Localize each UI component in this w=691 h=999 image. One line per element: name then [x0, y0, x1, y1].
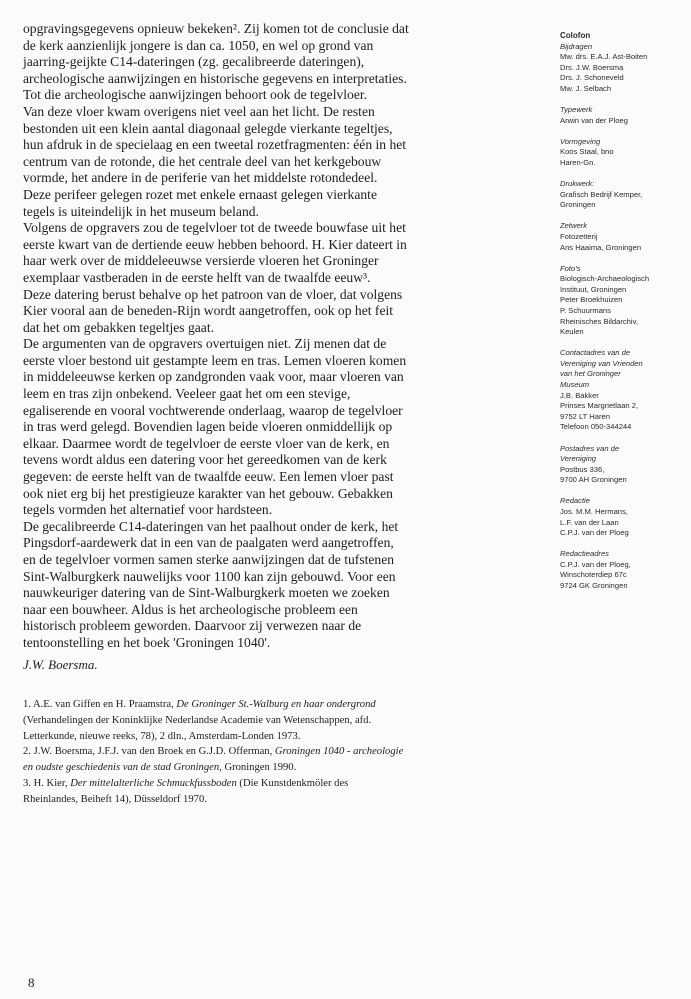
- colophon-line: Jos. M.M. Hermans,: [560, 506, 628, 516]
- text-line: De argumenten van de opgravers overtuigen niet. Zij menen dat de: [23, 336, 387, 352]
- text-line: ook niet erg bij het prestigieuze karakter van het gebouw. Gebakken: [23, 485, 393, 501]
- colophon-section-title: Foto's: [560, 263, 581, 273]
- main-text-column: [23, 21, 523, 652]
- colophon-line: Keulen: [560, 327, 584, 337]
- colophon-line: Postbus 336,: [560, 464, 605, 474]
- colophon-line: L.F. van der Laan: [560, 517, 619, 527]
- footnote-2-suffix: , Groningen 1990.: [219, 762, 297, 774]
- text-line: leem en tras zijn onbekend. Veeleer gaat het om een stevige,: [23, 386, 351, 402]
- colophon-section-title: Typewerk: [560, 105, 593, 115]
- text-line: Sint-Walburgkerk nauwelijks voor 1100 kan zijn gebouwd. Voor een: [23, 568, 396, 584]
- text-line: eerste vloer bestond uit gestampte leem en tras. Lemen vloeren komen: [23, 352, 407, 368]
- text-line: hun afdruk in de specielaag en een tweetal rozetfragmenten: één in het: [23, 137, 407, 153]
- text-line: de kerk aanzienlijk jongere is dan ca. 1050, en wel op grond van: [23, 37, 374, 53]
- footnotes: [23, 697, 523, 808]
- colophon: [560, 31, 688, 602]
- colophon-section-typewerk: [560, 105, 688, 126]
- text-line: Van deze vloer kwam overigens niet veel aan het licht. De resten: [23, 103, 375, 119]
- page-number: 8: [28, 975, 35, 990]
- colophon-section-title: Zetwerk: [560, 221, 588, 231]
- colophon-line: Haren-Gn.: [560, 157, 596, 167]
- footnote-2-line-2: [23, 760, 523, 776]
- text-line: gegeven: de eerste helft van de twaalfde eeuw. Een lemen vloer past: [23, 469, 394, 485]
- colophon-line: C.P.J. van der Ploeg,: [560, 559, 631, 569]
- text-line: tegels vormden het alternatief voor hardsteen.: [23, 502, 273, 518]
- text-line: tegels is uiteindelijk in het museum beland.: [23, 203, 259, 219]
- footnote-1-line-2: (Verhandelingen der Koninklijke Nederlandse Academie van Wetenschappen, afd.: [23, 714, 372, 726]
- colophon-section-redactieadres: [560, 549, 688, 591]
- colophon-section-contactadres: [560, 348, 688, 433]
- colophon-section-fotos: [560, 264, 688, 338]
- colophon-section-bijdragen: [560, 42, 688, 95]
- text-line: nauwkeuriger datering van de Sint-Walburgkerk moeten we zoeken: [23, 585, 390, 601]
- footnote-2-title: Groningen 1040 - archeologie: [274, 746, 404, 758]
- text-line: Deze datering berust behalve op het patroon van de vloer, dat volgens: [23, 286, 403, 302]
- text-line: De gecalibreerde C14-dateringen van het paalhout onder de kerk, het: [23, 518, 399, 534]
- text-line: Pingsdorf-aardewerk dat in een van de paalgaten werd aangetroffen,: [23, 535, 394, 551]
- footnote-1-title: De Groninger St.-Walburg en haar ondergrond: [176, 699, 376, 710]
- footnote-3-line-2: Rheinlandes, Beiheft 14), Düsseldorf 1970.: [23, 793, 207, 805]
- colophon-heading: Colofon: [560, 31, 591, 40]
- colophon-line: Prinses Margrietlaan 2,: [560, 401, 639, 411]
- colophon-line: Drs. J. Schoneveld: [560, 73, 624, 83]
- text-line: exemplaar vastberaden in de eerste helft van de twaalfde eeuw³.: [23, 269, 371, 285]
- colophon-section-title: Museum: [560, 380, 590, 390]
- footnote-2: [23, 744, 523, 760]
- text-line: centrum van de rotonde, die het centrale deel van het kerkgebouw: [23, 153, 382, 169]
- colophon-line: Telefoon 050-344244: [560, 422, 632, 432]
- text-line: haar werk over de middeleeuwse versierde vloeren het Groninger: [23, 253, 379, 269]
- footnote-1-line-3: Letterkunde, nieuwe reeks, 78), 2 dln., Amsterdam-Londen 1973.: [23, 730, 301, 742]
- colophon-line: Ans Haaima, Groningen: [560, 242, 642, 252]
- text-line: dat het om gebakken tegeltjes gaat.: [23, 319, 214, 335]
- colophon-section-vormgeving: [560, 137, 688, 169]
- colophon-line: Koos Staal, bno: [560, 147, 614, 157]
- footnote-3-prefix: 3. H. Kier,: [23, 777, 71, 789]
- footnote-3-suffix: (Die Kunstdenkmöler des: [236, 777, 349, 789]
- colophon-line: 9700 AH Groningen: [560, 475, 627, 485]
- colophon-line: 9724 GK Groningen: [560, 581, 628, 591]
- text-line: en de tegelvloer vormen samen sterke aanwijzingen dat de tufstenen: [23, 552, 395, 567]
- colophon-line: Mw. J. Selbach: [560, 83, 612, 93]
- colophon-section-title: Vereniging: [560, 454, 597, 464]
- colophon-line: Instituut, Groningen: [560, 284, 627, 294]
- colophon-line: Fotozetterij: [560, 231, 598, 241]
- colophon-section-postadres: [560, 444, 688, 486]
- colophon-line: J.B. Bakker: [560, 390, 599, 400]
- text-line: archeologische aanwijzingen en historische gegevens en interpretaties.: [23, 70, 407, 86]
- colophon-section-title: van het Groninger: [560, 369, 621, 379]
- text-line: naar een bouwheer. Aldus is het archeologische probleem een: [23, 601, 358, 617]
- footnote-1: [23, 697, 523, 713]
- footnote-2-prefix: 2. J.W. Boersma, J.F.J. van den Broek en G.J.D. Offerman,: [23, 746, 275, 758]
- colophon-line: 9752 LT Haren: [560, 411, 610, 421]
- colophon-line: Grafisch Bedrijf Kemper,: [560, 189, 643, 199]
- colophon-line: Arwin van der Ploeg: [560, 115, 628, 125]
- text-line: historisch probleem geworden. Daarvoor zij verwezen naar de: [23, 618, 362, 634]
- colophon-line: Mw. drs. E.A.J. Ast-Boiten: [560, 52, 648, 62]
- text-line: Volgens de opgravers zou de tegelvloer tot de tweede bouwfase uit het: [23, 220, 406, 236]
- footnote-3-title: Der mittelalterliche Schmuckfussboden: [70, 777, 237, 789]
- colophon-section-title: Postadres van de: [560, 443, 620, 453]
- text-line: in middeleeuwse kerken op zandgronden vaak voor, maar vloeren van: [23, 369, 404, 385]
- text-line: elkaar. Daarmee wordt de tegelvloer de eerste vloer van de kerk, en: [23, 435, 390, 451]
- colophon-section-title: Redactieadres: [560, 549, 609, 559]
- colophon-section-title: Bijdragen: [560, 41, 593, 51]
- colophon-section-drukwerk: [560, 179, 688, 211]
- text-line: in tras werd gelegd. Bovendien lagen beide vloeren onmiddellijk op: [23, 419, 393, 435]
- text-line: bestonden uit een klein aantal diagonaal gelegde vierkante tegeltjes,: [23, 120, 393, 136]
- colophon-line: P. Schuurmans: [560, 305, 611, 315]
- text-line: opgravingsgegevens opnieuw bekeken². Zij komen tot de conclusie dat: [23, 21, 409, 36]
- colophon-line: Biologisch-Archaeologisch: [560, 274, 650, 284]
- colophon-section-title: Redactie: [560, 496, 590, 506]
- text-line: egaliserende en vooral vochtwerende onderlaag, waarop de tegelvloer: [23, 402, 403, 418]
- colophon-section-title: Drukwerk:: [560, 179, 595, 189]
- text-line: Kier vooral aan de beneden-Rijn wordt aangetroffen, ook op het feit: [23, 303, 394, 319]
- colophon-line: Winschoterdiep 67c: [560, 570, 627, 580]
- colophon-section-title: Vormgeving: [560, 136, 601, 146]
- footnote-2-title-cont: en oudste geschiedenis van de stad Groningen: [23, 762, 220, 774]
- colophon-section-zetwerk: [560, 221, 688, 253]
- text-line: vormde, het andere in de periferie van het middelste rotondedeel.: [23, 170, 378, 186]
- colophon-section-title: Vereniging van Vrienden: [560, 358, 643, 368]
- colophon-line: Rheinisches Bildarchiv,: [560, 316, 638, 326]
- colophon-line: C.P.J. van der Ploeg: [560, 528, 629, 538]
- footnote-1-prefix: 1. A.E. van Giffen en H. Praamstra,: [23, 699, 177, 710]
- text-line: tevens wordt aldus een datering voor het gereedkomen van de kerk: [23, 452, 387, 468]
- colophon-line: Drs. J.W. Boersma: [560, 62, 624, 72]
- colophon-line: Peter Broekhuizen: [560, 295, 623, 305]
- author-signature: J.W. Boersma.: [23, 657, 98, 672]
- text-line: Tot die archeologische aanwijzingen behoort ook de tegelvloer.: [23, 87, 368, 103]
- footnote-3: [23, 776, 523, 792]
- text-line: Deze perifeer gelegen rozet met enkele ernaast gelegen vierkante: [23, 186, 377, 202]
- text-line: tentoonstelling en het boek 'Groningen 1040'.: [23, 634, 271, 650]
- colophon-section-redactie: [560, 496, 688, 538]
- text-line: eerste kwart van de dertiende eeuw hebben behoord. H. Kier dateert in: [23, 236, 407, 252]
- colophon-section-title: Contactadres van de: [560, 348, 631, 358]
- text-line: jaarring-geijkte C14-dateringen (zg. gecalibreerde dateringen),: [23, 54, 365, 70]
- colophon-line: Groningen: [560, 200, 596, 210]
